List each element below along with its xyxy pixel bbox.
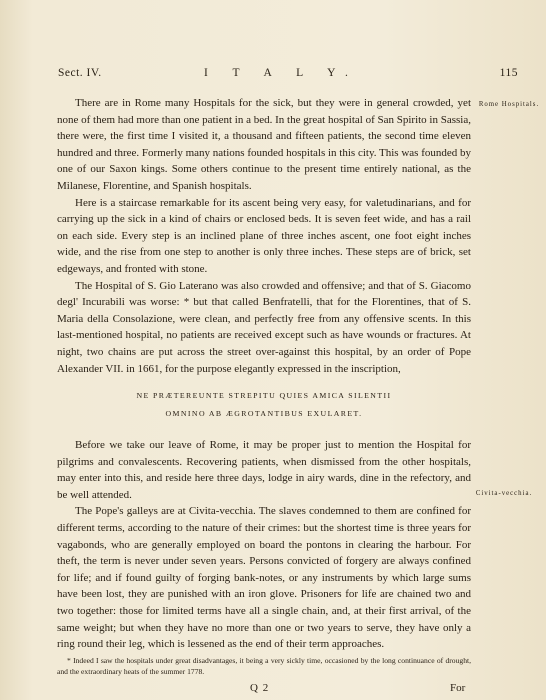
footnote: * Indeed I saw the hospitals under great disadvantages, it being a very sickly time, occasioned by the long continuance of drought, and the extraordinary heats of the summer 1778. bbox=[57, 656, 471, 676]
paragraph-galleys: The Pope's galleys are at Civita-vecchia. The slaves condemned to them are confined for different terms, according to the nature of their crimes: but the shortest time is three years for vagabonds, who are generally employed on board the pontons in clearing the harbour. For theft, the term is never under seven years. Persons convicted of forgery are always confined for life; and if found guilty of forging bank-notes, or any instruments by which large sums have been lost, they are punished with an iron glove. Prisoners for life are chained two and two together: those for limited terms have all a single chain, and, at their first arrival, of the same weight; but when they have no more than one or two years to serve, they have only a ring round their leg, which is lessened as the end of their term approaches. bbox=[57, 505, 471, 651]
margin-note-rome-hospitals: Rome Hospitals. bbox=[478, 101, 540, 108]
paragraph-laterano: The Hospital of S. Gio Laterano was also crowded and offensive; and that of S. Giacomo degl' Incurabili was worse: * but that called Benfratelli, that for the Florentines, that of S. Maria della Consolazione, were clean, and perfectly free from any offensive scents. In this last-mentioned hospital, no patients are received except such as have wounds or fractures. At night, two chains are put across the street over-against this hospital, by an order of Pope Alexander VII. in 1661, for the purpose elegantly expressed in the inscription, bbox=[57, 279, 471, 375]
inscription-line-2: OMNINO AB ÆGROTANTIBUS EXULARET. bbox=[165, 409, 363, 419]
paragraph-pilgrims: Before we take our leave of Rome, it may be proper just to mention the Hospital for pilgrims and convalescents. Recovering patients, when dismissed from the other hospitals, may enter into this, and reside here three days, lodge in airy wards, dine in the refectory, and be well attended. bbox=[57, 439, 471, 501]
paragraph-hospitals: There are in Rome many Hospitals for the sick, but they were in general crowded, yet none of them had more than one patient in a bed. In the great hospital of San Spirito in Sassia, there were, the first time I visited it, a thousand and fifteen patients, the second time eleven hundred and three. Formerly many nations founded hospitals in this city. This was founded by one of our Saxon kings. Some others continue to the present time entirely national, as the Milanese, Florentine, and Spanish hospitals. bbox=[57, 97, 471, 192]
catchword: For bbox=[450, 682, 466, 694]
running-header bbox=[58, 67, 518, 83]
section-label: Sect. IV. bbox=[58, 67, 102, 79]
printer-signature: Q 2 bbox=[250, 682, 270, 694]
inscription-line-1: NE PRÆTEREUNTE STREPITU QUIES AMICA SILENTII bbox=[136, 391, 392, 401]
margin-note-civita-vecchia: Civita-vecchia. bbox=[475, 490, 533, 497]
inscription bbox=[57, 387, 471, 423]
page-number: 115 bbox=[499, 67, 518, 79]
running-title: I T A L Y. bbox=[204, 67, 359, 79]
main-text bbox=[57, 95, 471, 653]
paragraph-staircase: Here is a staircase remarkable for its ascent being very easy, for valetudinarians, and for carrying up the sick in a kind of chairs or enclosed beds. It is seven feet wide, and has a rail on each side. Every step is an inclined plane of three inches ascent, one foot eight inches wide, and the rise from one step to another is only three inches. These steps are of brick, set edgeways, and fronted with stone. bbox=[57, 196, 471, 275]
